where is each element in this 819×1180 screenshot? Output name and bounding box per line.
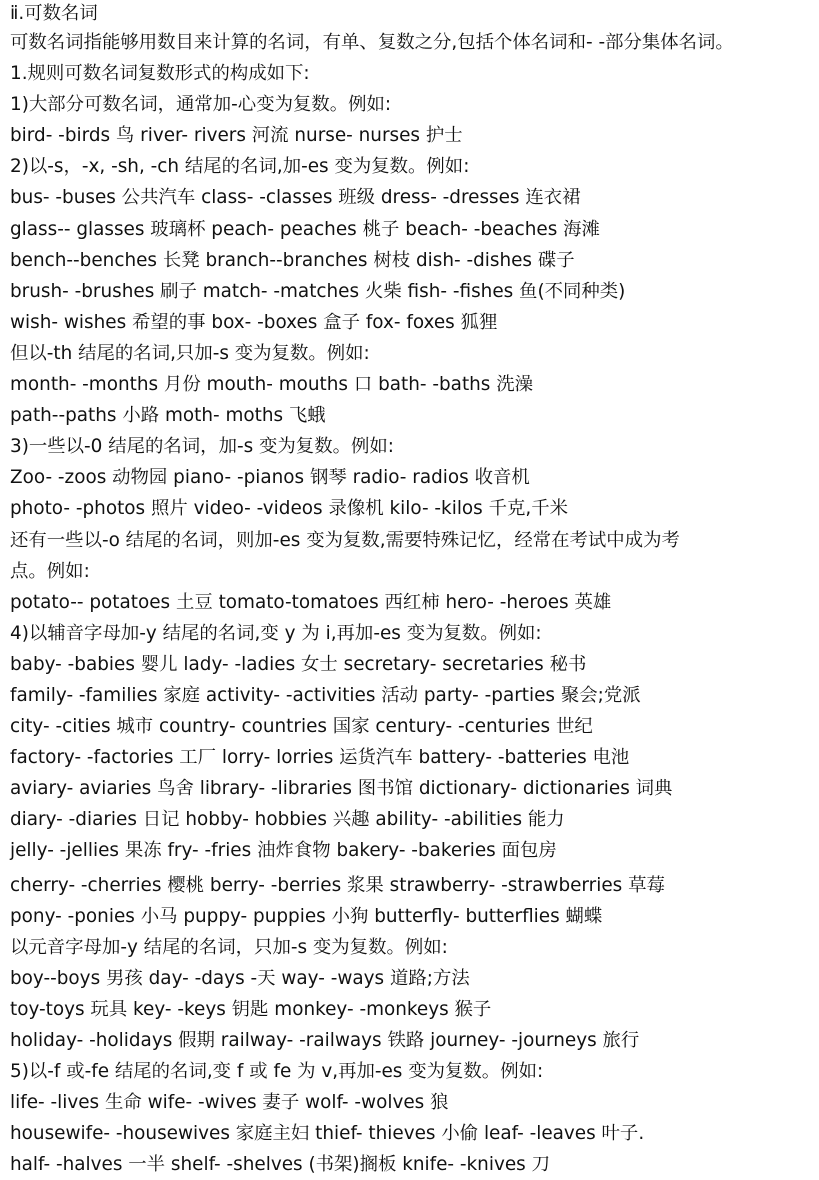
text-line: diary- -diaries 日记 hobby- hobbies 兴趣 ability- -abilities 能力 (10, 809, 565, 831)
text-line: 以元音字母加-y 结尾的名词，只加-s 变为复数。例如: (10, 936, 448, 958)
text-line: cherry- -cherries 樱桃 berry- -berries 浆果 strawberry- -strawberries 草莓 (10, 874, 665, 896)
text-line: month- -months 月份 mouth- mouths 口 bath- -baths 洗澡 (10, 374, 534, 396)
text-line: aviary- aviaries 鸟舍 library- -libraries 图书馆 dictionary- dictionaries 词典 (10, 778, 673, 800)
section-heading: ⅱ.可数名词 (10, 3, 98, 24)
text-line: glass-- glasses 玻璃杯 peach- peaches 桃子 beach- -beaches 海滩 (10, 218, 600, 240)
text-line: family- -families 家庭 activity- -activities 活动 party- -parties 聚会;党派 (10, 684, 641, 706)
text-line: 4)以辅音字母加-y 结尾的名词,变 y 为 i,再加-es 变为复数。例如: (10, 622, 542, 644)
text-line: half- -halves 一半 shelf- -shelves (书架)搁板 knife- -knives 刀 (10, 1154, 550, 1176)
text-line: life- -lives 生命 wife- -wives 妻子 wolf- -wolves 狼 (10, 1092, 449, 1114)
text-line: jelly- -jellies 果冻 fry- -fries 油炸食物 bakery- -bakeries 面包房 (10, 840, 557, 862)
text-line: bench--benches 长凳 branch--branches 树枝 dish- -dishes 碟子 (10, 249, 575, 271)
text-line: 5)以-f 或-fe 结尾的名词,变 f 或 fe 为 v,再加-es 变为复数。例如: (10, 1061, 544, 1083)
text-line: brush- -brushes 刷子 match- -matches 火柴 fish- -fishes 鱼(不同种类) (10, 280, 626, 302)
text-line: photo- -photos 照片 video- -videos 录像机 kilo- -kilos 千克,千米 (10, 498, 569, 520)
text-line: 1)大部分可数名词，通常加-心变为复数。例如: (10, 94, 392, 116)
text-line: city- -cities 城市 country- countries 国家 century- -centuries 世纪 (10, 716, 593, 738)
text-line: 但以-th 结尾的名词,只加-s 变为复数。例如: (10, 342, 370, 364)
text-line: pony- -ponies 小马 puppy- puppies 小狗 butterfly- butterflies 蝴蝶 (10, 905, 603, 927)
text-line: baby- -babies 婴儿 lady- -ladies 女士 secretary- secretaries 秘书 (10, 653, 587, 675)
text-line: bird- -birds 鸟 river- rivers 河流 nurse- nurses 护士 (10, 125, 463, 147)
text-line: toy-toys 玩具 key- -keys 钥匙 monkey- -monkeys 猴子 (10, 998, 492, 1020)
document-text (10, 0, 816, 1180)
text-line: factory- -factories 工厂 lorry- lorries 运货汽车 battery- -batteries 电池 (10, 747, 630, 769)
text-line: 2)以-s，-x, -sh, -ch 结尾的名词,加-es 变为复数。例如: (10, 156, 470, 178)
text-line: potato-- potatoes 土豆 tomato-tomatoes 西红柿 hero- -heroes 英雄 (10, 591, 612, 613)
text-line: bus- -buses 公共汽车 class- -classes 班级 dress- -dresses 连衣裙 (10, 187, 581, 209)
text-line: wish- wishes 希望的事 box- -boxes 盒子 fox- foxes 狐狸 (10, 311, 498, 333)
text-line: boy--boys 男孩 day- -days -天 way- -ways 道路;方法 (10, 967, 470, 989)
text-line: 点。例如: (10, 560, 90, 582)
text-line: holiday- -holidays 假期 railway- -railways 铁路 journey- -journeys 旅行 (10, 1030, 640, 1051)
text-line: 3)一些以-0 结尾的名词，加-s 变为复数。例如: (10, 436, 394, 458)
text-line: Zoo- -zoos 动物园 piano- -pianos 钢琴 radio- radios 收音机 (10, 467, 530, 489)
text-line: 还有一些以-o 结尾的名词，则加-es 变为复数,需要特殊记忆，经常在考试中成为考 (10, 529, 680, 551)
text-line: 可数名词指能够用数目来计算的名词，有单、复数之分,包括个体名词和- -部分集体名词。 (10, 32, 734, 53)
text-line: housewife- -housewives 家庭主妇 thief- thieves 小偷 leaf- -leaves 叶子. (10, 1123, 645, 1145)
text-line: 1.规则可数名词复数形式的构成如下: (10, 63, 310, 85)
text-line: path--paths 小路 moth- moths 飞蛾 (10, 405, 326, 427)
